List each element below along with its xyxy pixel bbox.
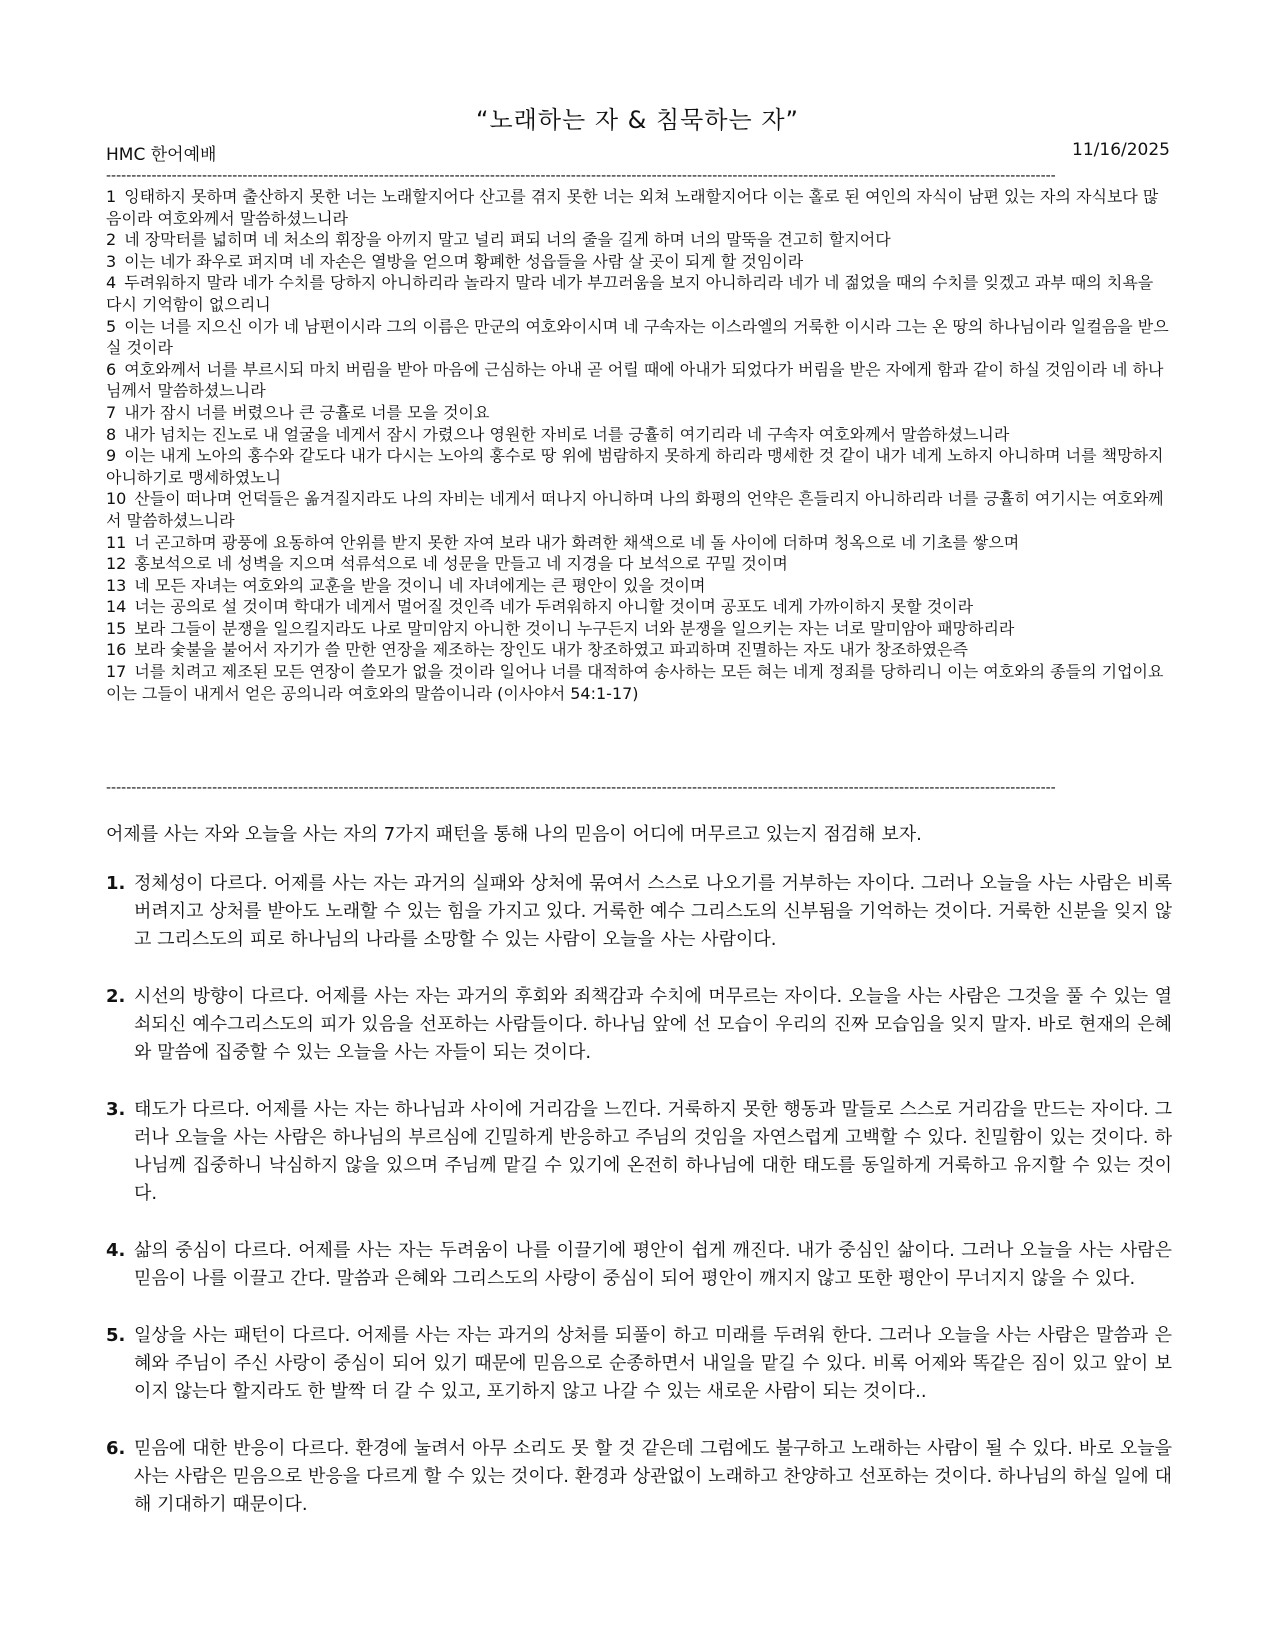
verse <box>106 661 1171 704</box>
verse <box>106 575 1171 597</box>
service-date: 11/16/2025 <box>1072 140 1170 160</box>
verse-text: 보라 그들이 분쟁을 일으킬지라도 나로 말미암지 아니한 것이니 누구든지 너와 분쟁을 일으키는 자는 너로 말미암아 패망하리라 <box>134 618 1015 638</box>
verse-number: 3 <box>106 251 117 271</box>
list-item <box>106 1096 1172 1208</box>
verse-number: 6 <box>106 359 117 379</box>
sermon-title: “노래하는 자 & 침묵하는 자” <box>476 106 799 134</box>
point-number: 5. <box>106 1325 126 1346</box>
verse-text: 산들이 떠나며 언덕들은 옮겨질지라도 나의 자비는 네게서 떠나지 아니하며 나의 화평의 언약은 흔들리지 아니하리라 너를 긍휼히 여기시는 여호와께서 말씀하셨느니라 <box>106 489 1164 530</box>
verse-text: 너 곤고하며 광풍에 요동하여 안위를 받지 못한 자여 보라 내가 화려한 채색으로 네 돌 사이에 더하며 청옥으로 네 기초를 쌓으며 <box>134 532 1020 552</box>
point-text: 일상을 사는 패턴이 다르다. 어제를 사는 자는 과거의 상처를 되풀이 하고 미래를 두려워 한다. 그러나 오늘을 사는 사람은 말씀과 은혜와 주님이 주신 사랑이 중심이 되어 있기 때문에 믿음으로 순종하면서 내일을 맡길 수 있다. 비록 어제와 똑같은 짐이 있고 앞이 보이지 않는다 할지라도 한 발짝 더 갈 수 있고, 포기하지 않고 나갈 수 있는 새로운 사람이 되는 것이다.. <box>134 1325 1172 1402</box>
point-number: 3. <box>106 1099 126 1120</box>
intro-text: 어제를 사는 자와 오늘을 사는 자의 7가지 패턴을 통해 나의 믿음이 어디에 머무르고 있는지 점검해 보자. <box>106 824 922 845</box>
top-divider: -------------------------------------------------------------------------------------------------------------------------------------------------------------------------------------------- <box>106 168 1056 184</box>
list-item <box>106 1237 1172 1293</box>
verse-text: 홍보석으로 네 성벽을 지으며 석류석으로 네 성문을 만들고 네 지경을 다 보석으로 꾸밀 것이며 <box>134 554 788 574</box>
verse <box>106 186 1171 229</box>
verse <box>106 359 1171 402</box>
verse <box>106 316 1171 359</box>
verse-number: 14 <box>106 597 127 617</box>
verse-number: 13 <box>106 575 127 595</box>
point-text: 정체성이 다르다. 어제를 사는 자는 과거의 실패와 상처에 묶여서 스스로 나오기를 거부하는 자이다. 그러나 오늘을 사는 사람은 비록 버려지고 상처를 받아도 노래할 수 있는 힘을 가지고 있다. 거룩한 예수 그리스도의 신부됨을 기억하는 것이다. 거룩한 신분을 잊지 않고 그리스도의 피로 하나님의 나라를 소망할 수 있는 사람이 오늘을 사는 사람이다. <box>134 873 1172 950</box>
verse-text: 너를 치려고 제조된 모든 연장이 쓸모가 없을 것이라 일어나 너를 대적하여 송사하는 모든 혀는 네게 정죄를 당하리니 이는 여호와의 종들의 기업이요 이는 그들이 내게서 얻은 공의니라 여호와의 말씀이니라 (이사야서 54:1-17) <box>106 662 1164 703</box>
verse <box>106 402 1171 424</box>
list-item <box>106 1322 1172 1406</box>
list-item <box>106 983 1172 1067</box>
verse-number: 17 <box>106 662 127 682</box>
verse-text: 내가 넘치는 진노로 내 얼굴을 네게서 잠시 가렸으나 영원한 자비로 너를 긍휼히 여기리라 네 구속자 여호와께서 말씀하셨느니라 <box>124 424 1010 444</box>
verse-number: 5 <box>106 316 117 336</box>
verse-text: 보라 숯불을 불어서 자기가 쓸 만한 연장을 제조하는 장인도 내가 창조하였고 파괴하며 진멸하는 자도 내가 창조하였은즉 <box>134 640 968 660</box>
point-number: 1. <box>106 873 126 894</box>
verse <box>106 229 1171 251</box>
verse-number: 7 <box>106 402 117 422</box>
list-item <box>106 1435 1172 1519</box>
verse-text: 두려워하지 말라 네가 수치를 당하지 아니하리라 놀라지 말라 네가 부끄러움을 보지 아니하리라 네가 네 젊었을 때의 수치를 잊겠고 과부 때의 치욕을 다시 기억함이 없으리니 <box>106 273 1154 314</box>
point-text: 믿음에 대한 반응이 다르다. 환경에 눌려서 아무 소리도 못 할 것 같은데 그럼에도 불구하고 노래하는 사람이 될 수 있다. 바로 오늘을 사는 사람은 믿음으로 반응을 다르게 할 수 있는 것이다. 환경과 상관없이 노래하고 찬양하고 선포하는 것이다. 하나님의 하실 일에 대해 기대하기 때문이다. <box>134 1438 1172 1515</box>
verse <box>106 272 1171 315</box>
verse-number: 9 <box>106 446 117 466</box>
verse <box>106 251 1171 273</box>
verse <box>106 618 1171 640</box>
verse <box>106 553 1171 575</box>
scripture-passage <box>106 186 1171 704</box>
verse-text: 네 모든 자녀는 여호와의 교훈을 받을 것이니 네 자녀에게는 큰 평안이 있을 것이며 <box>134 575 706 595</box>
verse <box>106 639 1171 661</box>
service-name: HMC 한어예배 <box>106 145 217 165</box>
bottom-divider: -------------------------------------------------------------------------------------------------------------------------------------------------------------------------------------------- <box>106 780 1056 796</box>
verse-number: 2 <box>106 230 117 250</box>
verse-text: 이는 너를 지으신 이가 네 남편이시라 그의 이름은 만군의 여호와이시며 네 구속자는 이스라엘의 거룩한 이시라 그는 온 땅의 하나님이라 일컬음을 받으실 것이라 <box>106 316 1169 358</box>
verse <box>106 532 1171 554</box>
verse-text: 잉태하지 못하며 출산하지 못한 너는 노래할지어다 산고를 겪지 못한 너는 외쳐 노래할지어다 이는 홀로 된 여인의 자식이 남편 있는 자의 자식보다 많음이라 여호와께서 말씀하셨느니라 <box>106 187 1159 228</box>
verse-text: 네 장막터를 넓히며 네 처소의 휘장을 아끼지 말고 널리 펴되 너의 줄을 길게 하며 너의 말뚝을 견고히 할지어다 <box>124 230 891 250</box>
verse <box>106 445 1171 488</box>
verse-number: 8 <box>106 424 117 444</box>
verse-number: 15 <box>106 618 127 638</box>
verse-number: 1 <box>106 187 117 206</box>
list-item <box>106 870 1172 954</box>
point-number: 6. <box>106 1438 126 1459</box>
verse-text: 너는 공의로 설 것이며 학대가 네게서 멀어질 것인즉 네가 두려워하지 아니할 것이며 공포도 네게 가까이하지 못할 것이라 <box>134 597 974 617</box>
point-number: 4. <box>106 1240 126 1261</box>
verse-number: 11 <box>106 532 127 552</box>
verse-text: 이는 네가 좌우로 퍼지며 네 자손은 열방을 얻으며 황폐한 성읍들을 사람 살 곳이 되게 할 것임이라 <box>124 251 804 271</box>
verse-text: 내가 잠시 너를 버렸으나 큰 긍휼로 너를 모을 것이요 <box>124 402 490 422</box>
verse-number: 10 <box>106 489 127 509</box>
verse <box>106 488 1171 531</box>
verse <box>106 596 1171 618</box>
point-text: 삶의 중심이 다르다. 어제를 사는 자는 두려움이 나를 이끌기에 평안이 쉽게 깨진다. 내가 중심인 삶이다. 그러나 오늘을 사는 사람은 믿음이 나를 이끌고 간다. 말씀과 은혜와 그리스도의 사랑이 중심이 되어 평안이 깨지지 않고 또한 평안이 무너지지 않을 수 있다. <box>134 1240 1172 1289</box>
point-text: 태도가 다르다. 어제를 사는 자는 하나님과 사이에 거리감을 느낀다. 거룩하지 못한 행동과 말들로 스스로 거리감을 만드는 자이다. 그러나 오늘을 사는 사람은 하나님의 부르심에 긴밀하게 반응하고 주님의 것임을 자연스럽게 고백할 수 있다. 친밀함이 있는 것이다. 하나님께 집중하니 낙심하지 않을 있으며 주님께 맡길 수 있기에 온전히 하나님에 대한 태도를 동일하게 거룩하고 유지할 수 있는 것이다. <box>134 1099 1172 1204</box>
verse-number: 16 <box>106 640 127 660</box>
verse-text: 이는 내게 노아의 홍수와 같도다 내가 다시는 노아의 홍수로 땅 위에 범람하지 못하게 하리라 맹세한 것 같이 내가 네게 노하지 아니하며 너를 책망하지 아니하기로 맹세하였노니 <box>106 446 1164 487</box>
point-text: 시선의 방향이 다르다. 어제를 사는 자는 과거의 후회와 죄책감과 수치에 머무르는 자이다. 오늘을 사는 사람은 그것을 풀 수 있는 열쇠되신 예수그리스도의 피가 있음을 선포하는 사람들이다. 하나님 앞에 선 모습이 우리의 진짜 모습임을 잊지 말자. 바로 현재의 은혜와 말씀에 집중할 수 있는 오늘을 사는 자들이 되는 것이다. <box>134 986 1172 1063</box>
points-list <box>106 870 1172 1519</box>
verse-text: 여호와께서 너를 부르시되 마치 버림을 받아 마음에 근심하는 아내 곧 어릴 때에 아내가 되었다가 버림을 받은 자에게 함과 같이 하실 것임이라 네 하나님께서 말씀하셨느니라 <box>106 359 1164 401</box>
verse-number: 4 <box>106 273 117 293</box>
verse <box>106 424 1171 446</box>
point-number: 2. <box>106 986 126 1007</box>
verse-number: 12 <box>106 554 127 574</box>
